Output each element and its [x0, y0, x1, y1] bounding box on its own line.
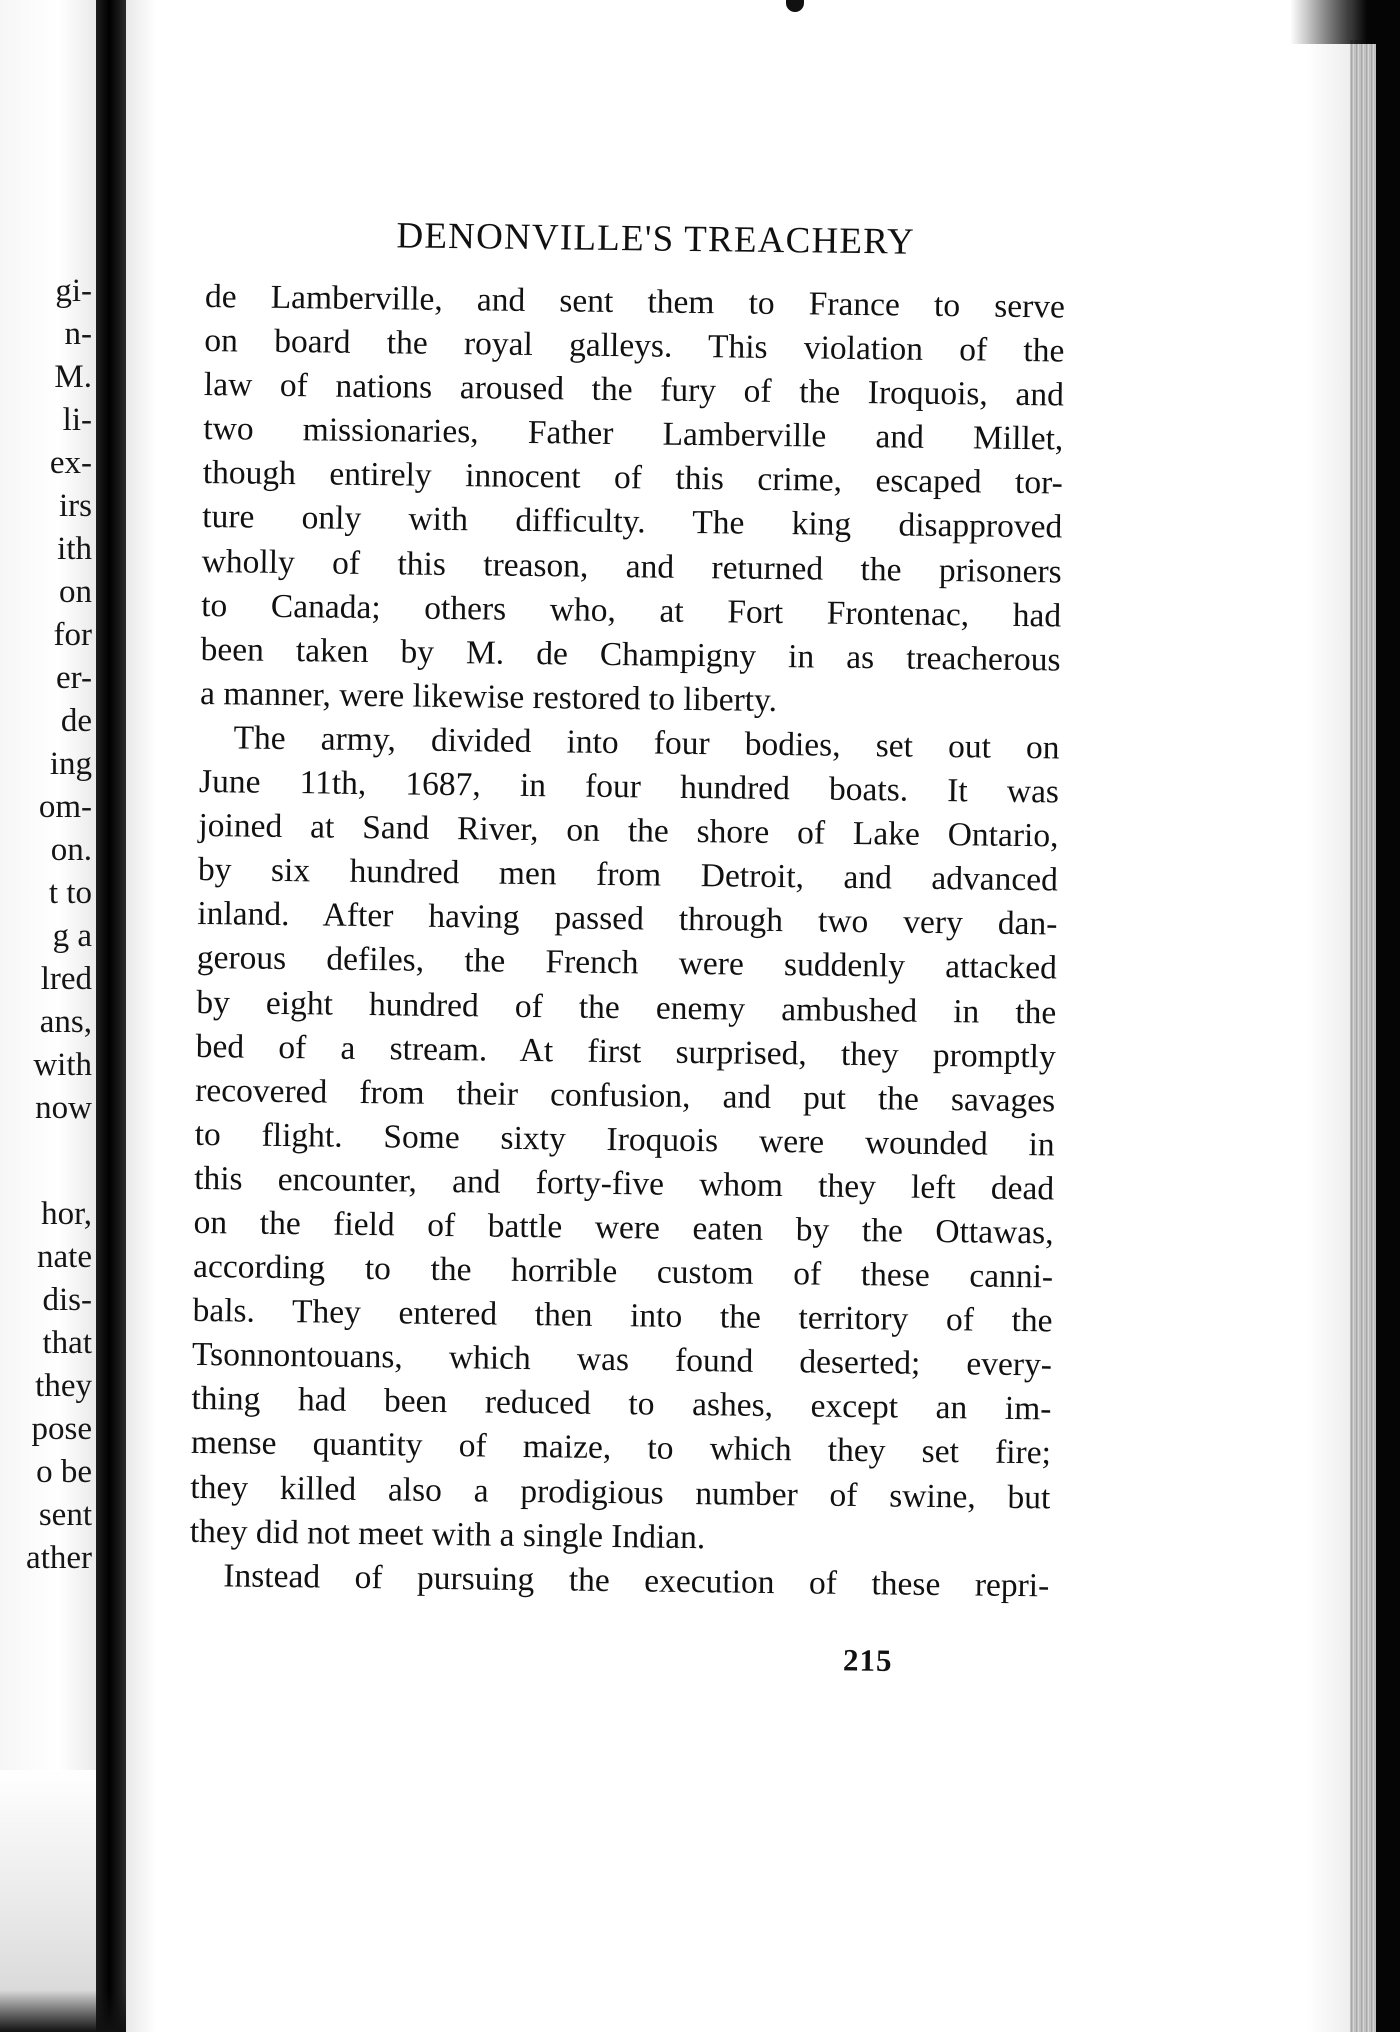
left-page-fragment: ather [26, 1542, 92, 1575]
text-line: according to the horrible custom of these canni- [192, 1247, 1054, 1296]
text-line: by eight hundred of the enemy ambushed in the [196, 983, 1057, 1031]
text-line: by six hundred men from Detroit, and advanced [197, 851, 1059, 899]
text-line: recovered from their confusion, and put the savages [195, 1071, 1056, 1120]
text-line: two missionaries, Father Lamberville and Millet, [203, 410, 1064, 458]
text-line: gerous defiles, the French were suddenly attacked [196, 939, 1058, 987]
text-line: Tsonnontouans, which was found deserted; every- [191, 1336, 1053, 1384]
left-page-fragment: li- [62, 404, 92, 437]
body-text [189, 275, 1065, 1608]
page-content [189, 212, 1066, 1608]
left-page-fragment: de [60, 705, 92, 738]
text-line: on board the royal galleys. This violation of the [204, 322, 1065, 370]
left-page-fragment: sent [38, 1499, 92, 1532]
running-head: DENONVILLE'S TREACHERY [396, 215, 916, 263]
left-page-fragment: ith [57, 533, 92, 566]
left-page-fragment: pose [31, 1413, 92, 1446]
left-page-fragment: irs [59, 490, 92, 523]
book-gutter [96, 0, 126, 2032]
left-page-fragment: for [53, 619, 92, 652]
left-page-fragment: nate [37, 1241, 92, 1274]
text-line: June 11th, 1687, in four hundred boats. It was [198, 762, 1060, 811]
text-line: they did not meet with a single Indian. [189, 1512, 706, 1556]
gutter-shadow [0, 1990, 140, 2032]
text-line: bed of a stream. At first surprised, they promptly [195, 1027, 1056, 1076]
left-page-fragment: gi- [55, 275, 92, 308]
paragraph [190, 716, 1060, 1564]
text-line: joined at Sand River, on the shore of Lake Ontario, [198, 807, 1059, 855]
text-line: ture only with difficulty. The king disapproved [202, 498, 1063, 546]
text-line: The army, divided into four bodies, set out on [233, 719, 1060, 767]
left-page-fragment: on. [50, 834, 92, 867]
scan-background-top [1290, 0, 1400, 44]
left-page-fragment: g a [52, 920, 92, 953]
text-line: been taken by M. de Champigny in as treacherous [200, 630, 1061, 679]
left-page-fragment: t to [48, 877, 92, 910]
text-line: thing had been reduced to ashes, except an im- [191, 1380, 1052, 1428]
text-line: they killed also a prodigious number of swine, but [190, 1468, 1051, 1516]
text-line: to Canada; others who, at Fort Frontenac, had [200, 586, 1062, 635]
left-page-fragment: that [42, 1327, 92, 1360]
text-line: on the field of battle were eaten by the Ottawas, [193, 1203, 1054, 1252]
left-page-fragment: on [59, 576, 92, 609]
left-page-fragment: er- [56, 662, 92, 695]
left-page-fragment: they [35, 1370, 92, 1403]
scan-background-right [1376, 0, 1400, 2032]
left-page-fragment: ing [49, 748, 92, 781]
left-page-fragment: with [33, 1049, 92, 1082]
left-page-fragment: hor, [41, 1198, 92, 1231]
left-page-fragment: now [35, 1092, 92, 1125]
text-line: Instead of pursuing the execution of these repri- [223, 1557, 1050, 1605]
left-page-fragment: o be [36, 1456, 92, 1489]
left-facing-page [0, 0, 98, 2032]
text-line: law of nations aroused the fury of the Iroquois, and [203, 366, 1065, 414]
paragraph [200, 275, 1065, 726]
text-line: mense quantity of maize, to which they set fire; [190, 1424, 1052, 1472]
left-page-fragment: lred [40, 963, 92, 996]
left-page-fragment: om- [38, 791, 92, 824]
page-number: 215 [842, 1642, 893, 1678]
left-page-fragment: dis- [42, 1284, 92, 1317]
text-line: wholly of this treason, and returned the prisoners [201, 542, 1062, 591]
left-page-fragment: n- [64, 318, 92, 351]
text-line: de Lamberville, and sent them to France to serve [204, 277, 1066, 326]
text-line: bals. They entered then into the territory of the [192, 1292, 1053, 1340]
left-page-fragment: M. [54, 361, 92, 394]
page-edges [1350, 40, 1376, 2032]
left-page-fragment: ex- [49, 447, 92, 480]
text-line: a manner, were likewise restored to liberty. [199, 674, 778, 719]
text-line: to flight. Some sixty Iroquois were wounded in [194, 1115, 1055, 1164]
text-line: inland. After having passed through two very dan- [197, 895, 1058, 943]
text-line: though entirely innocent of this crime, escaped tor- [202, 454, 1063, 502]
left-page-fragment: ans, [39, 1006, 92, 1039]
text-line: this encounter, and forty-five whom they left dead [193, 1159, 1055, 1208]
